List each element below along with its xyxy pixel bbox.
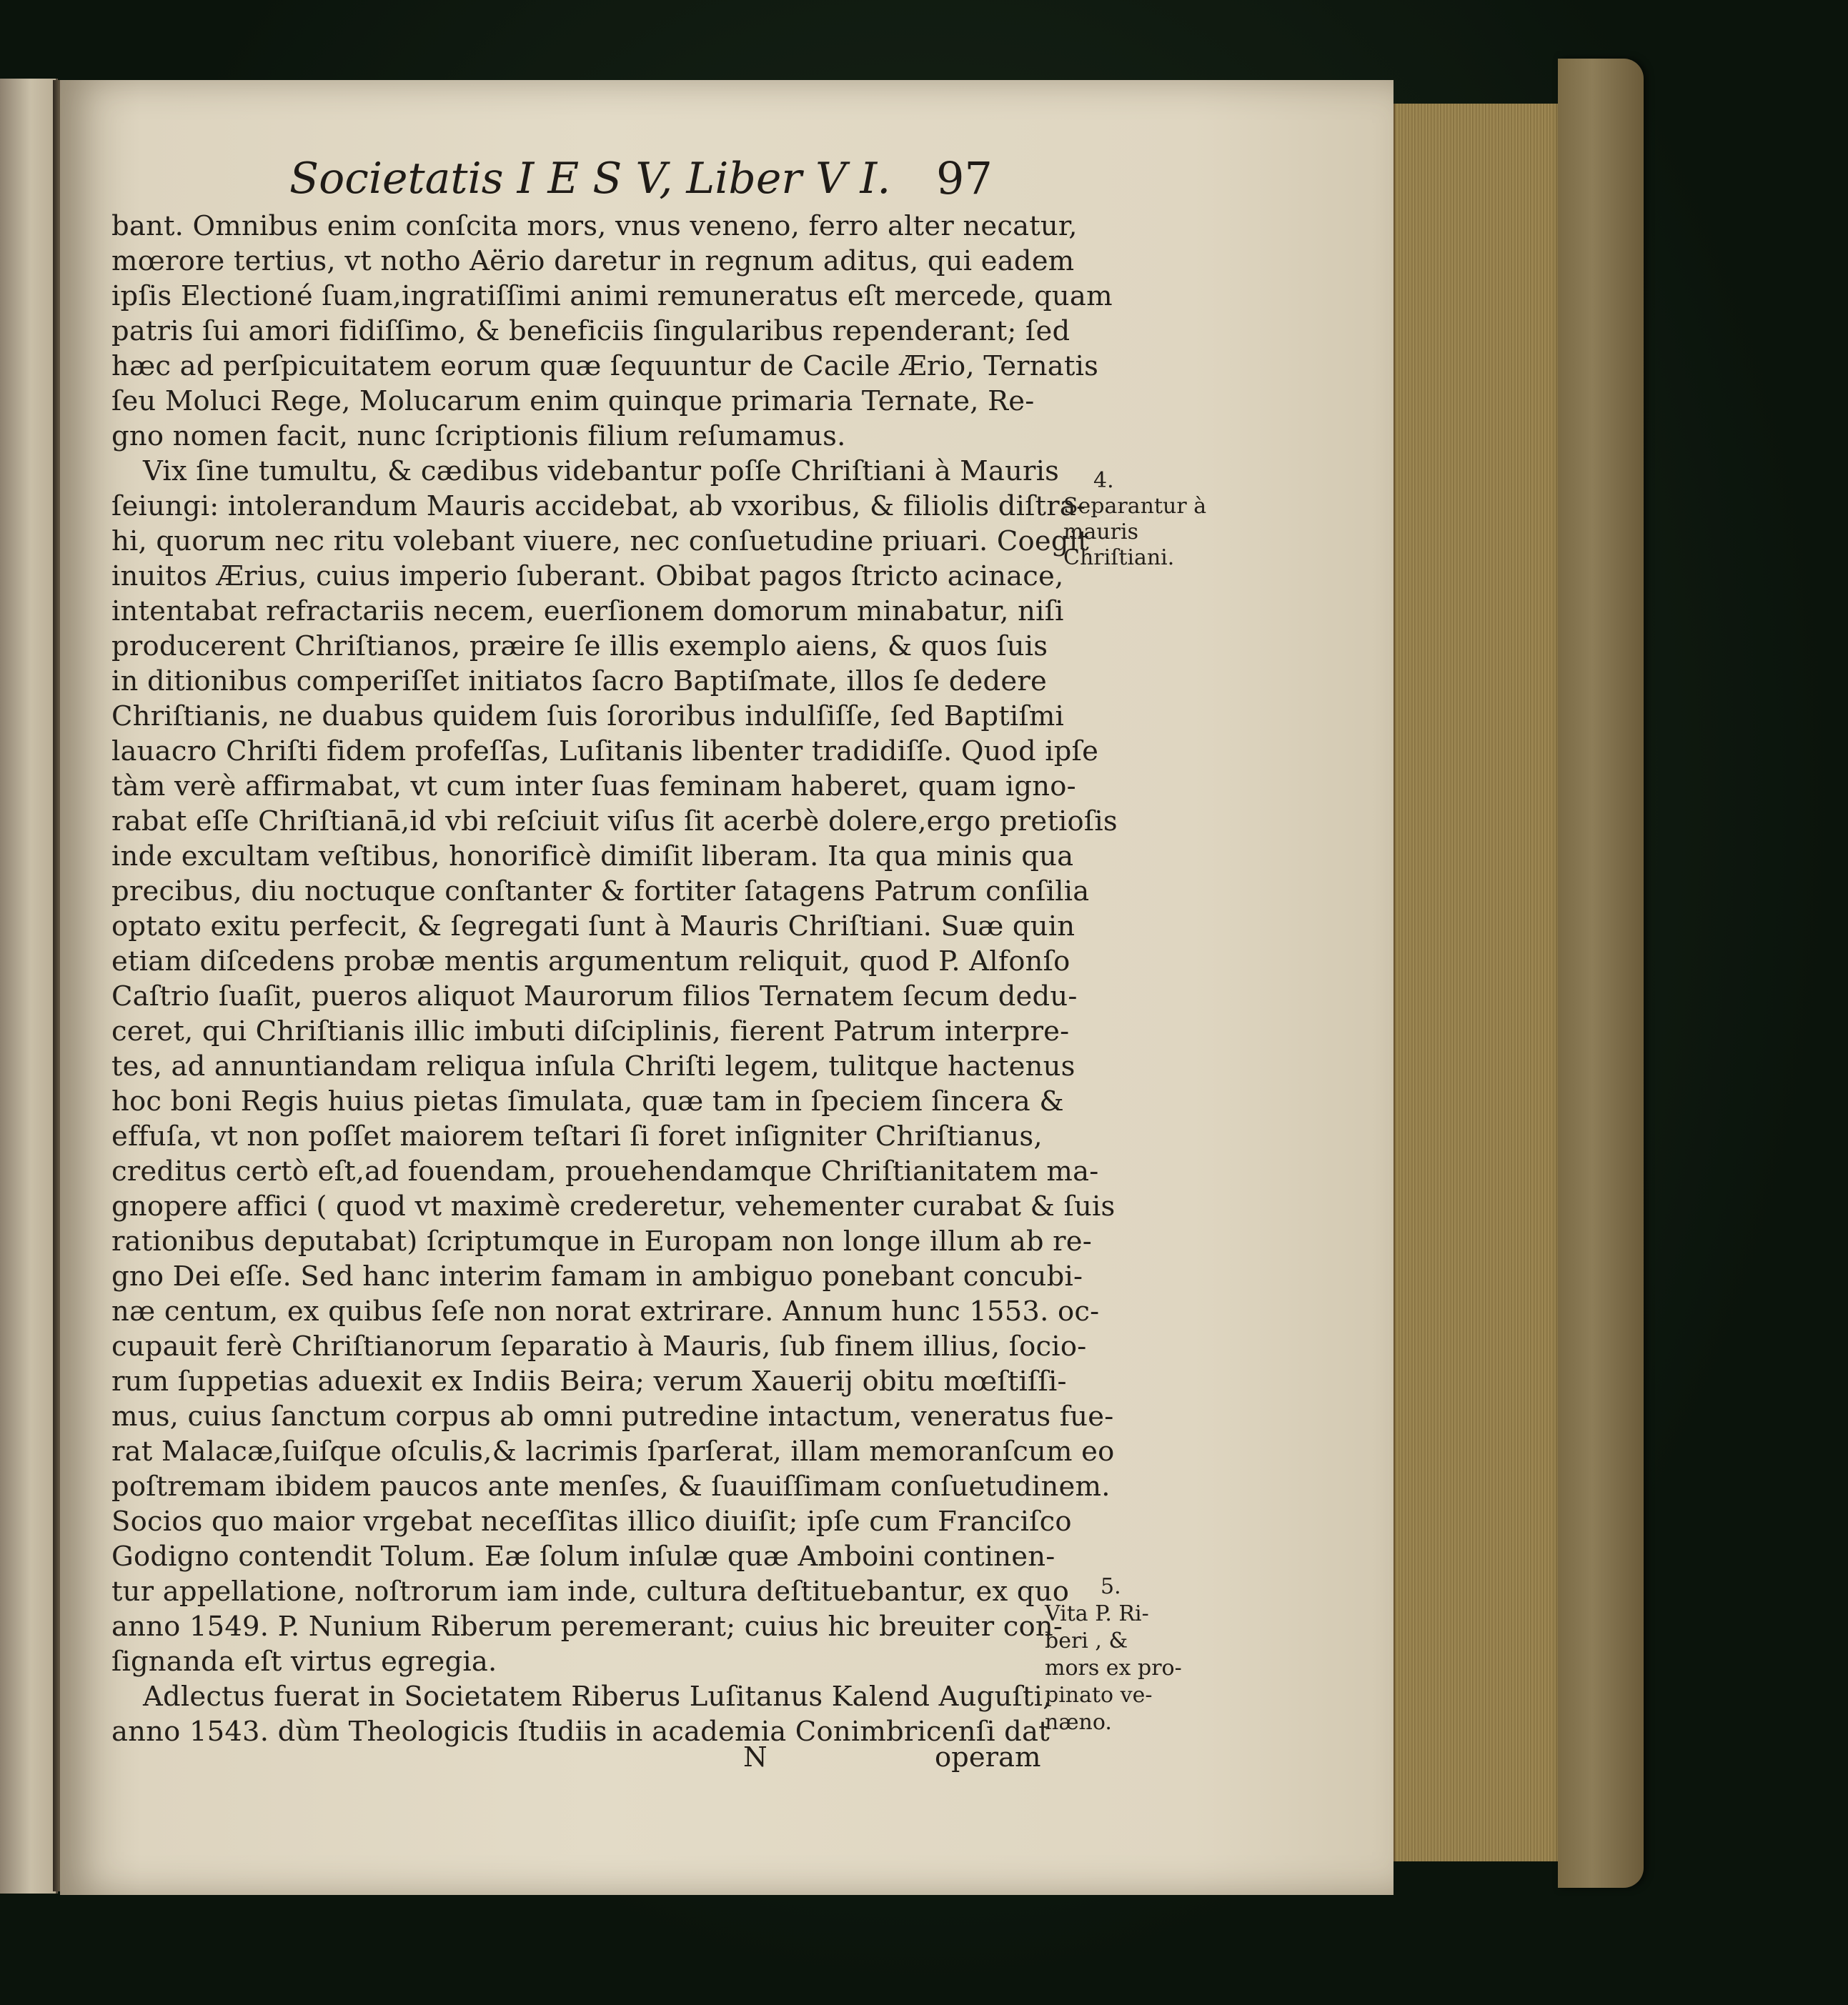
- text-line: rum ſuppetias aduexit ex Indiis Beira; verum Xauerij obitu mœſtiſſi-: [111, 1365, 1067, 1398]
- text-line: ipſis Electioné ſuam,ingratiſſimi animi remuneratus eſt mercede, quam: [111, 280, 1113, 312]
- text-line: tur appellatione, noſtrorum iam inde, cultura deſtituebantur, ex quo: [111, 1576, 1070, 1608]
- text-line: hi, quorum nec ritu volebant viuere, nec conſuetudine priuari. Coegit: [111, 525, 1089, 557]
- text-line: ſeiungi: intolerandum Mauris accidebat, ab vxoribus, & filiolis diſtra-: [111, 490, 1086, 522]
- signature-mark: N: [743, 1741, 767, 1773]
- text-line: Caſtrio ſuaſit, pueros aliquot Maurorum filios Ternatem ſecum dedu-: [111, 980, 1078, 1013]
- margin-note-line: beri , &: [1045, 1628, 1128, 1653]
- margin-note-line: mors ex pro-: [1045, 1656, 1182, 1681]
- text-line: mus, cuius ſanctum corpus ab omni putredine intactum, veneratus fue-: [111, 1400, 1114, 1433]
- text-line: in ditionibus comperiſſet initiatos ſacro Baptiſmate, illos ſe dedere: [111, 665, 1047, 697]
- text-line: anno 1549. P. Nunium Riberum peremerant; cuius hic breuiter con-: [111, 1611, 1063, 1643]
- text-line: tàm verè affirmabat, vt cum inter ſuas feminam haberet, quam igno-: [111, 770, 1076, 802]
- text-line: Socios quo maior vrgebat neceſſitas illico diuiſit; ipſe cum Franciſco: [111, 1506, 1072, 1538]
- text-line: mœrore tertius, vt notho Aërio daretur in regnum aditus, qui eadem: [111, 245, 1075, 277]
- text-line: patris ſui amori fidiſſimo, & beneficiis ſingularibus rependerant; ſed: [111, 315, 1070, 347]
- text-line: producerent Chriſtianos, præire ſe illis exemplo aiens, & quos ſuis: [111, 630, 1048, 662]
- left-page-edge: [0, 79, 58, 1894]
- margin-note-line: Separantur à: [1063, 494, 1207, 519]
- text-line: bant. Omnibus enim conſcita mors, vnus veneno, ferro alter necatur,: [111, 210, 1078, 242]
- text-line: rationibus deputabat) ſcriptumque in Europam non longe illum ab re-: [111, 1225, 1092, 1258]
- text-line: gno Dei eſſe. Sed hanc interim famam in ambiguo ponebant concubi-: [111, 1260, 1083, 1293]
- margin-note-number: 5.: [1101, 1574, 1121, 1599]
- margin-note-line: pinato ve-: [1045, 1683, 1153, 1708]
- text-line: hoc boni Regis huius pietas ſimulata, quæ tam in ſpeciem ſincera &: [111, 1085, 1064, 1118]
- text-line: lauacro Chriſti fidem profeſſas, Luſitanis libenter tradidiſſe. Quod ipſe: [111, 735, 1099, 767]
- margin-note-number: 4.: [1093, 468, 1114, 493]
- page-fore-edge: [1394, 104, 1559, 1861]
- text-line: etiam diſcedens probæ mentis argumentum reliquit, quod P. Alfonſo: [111, 945, 1070, 977]
- text-line: gnopere affici ( quod vt maximè crederetur, vehementer curabat & ſuis: [111, 1190, 1116, 1223]
- margin-note-line: Vita P. Ri-: [1045, 1601, 1149, 1626]
- text-line: ſignanda eſt virtus egregia.: [111, 1646, 497, 1678]
- text-line: Godigno contendit Tolum. Eæ ſolum inſulæ quæ Amboini continen-: [111, 1541, 1055, 1573]
- text-line: optato exitu perfecit, & ſegregati ſunt à Mauris Chriſtiani. Suæ quin: [111, 910, 1075, 942]
- text-line: gno nomen facit, nunc ſcriptionis filium reſumamus.: [111, 420, 846, 452]
- catchword: operam: [935, 1741, 1041, 1773]
- text-line: creditus certò eſt,ad fouendam, prouehendamque Chriſtianitatem ma-: [111, 1155, 1099, 1188]
- text-line: effuſa, vt non poſſet maiorem teſtari ſi foret inſigniter Chriſtianus,: [111, 1120, 1043, 1153]
- text-line: anno 1543. dùm Theologicis ſtudiis in academia Conimbricenſi dat: [111, 1716, 1050, 1748]
- margin-note-line: Chriſtiani.: [1063, 545, 1175, 570]
- text-line: ſeu Moluci Rege, Molucarum enim quinque primaria Ternate, Re-: [111, 385, 1035, 417]
- text-line: rabat eſſe Chriſtianā,id vbi reſciuit viſus ſit acerbè dolere,ergo pretioſis: [111, 805, 1118, 837]
- page-number: 97: [936, 152, 993, 204]
- text-line: cupauit ferè Chriſtianorum ſeparatio à Mauris, ſub finem illius, ſocio-: [111, 1330, 1087, 1363]
- text-line: tes, ad annuntiandam reliqua inſula Chriſti legem, tulitque hactenus: [111, 1050, 1075, 1083]
- text-line: inuitos Ærius, cuius imperio ſuberant. Obibat pagos ſtricto acinace,: [111, 560, 1064, 592]
- text-line: hæc ad perſpicuitatem eorum quæ ſequuntur de Cacile Ærio, Ternatis: [111, 350, 1099, 382]
- text-line: ceret, qui Chriſtianis illic imbuti diſciplinis, fierent Patrum interpre-: [111, 1015, 1070, 1048]
- text-line: intentabat refractariis necem, euerſionem domorum minabatur, niſi: [111, 595, 1064, 627]
- book-cover-board: [1558, 59, 1644, 1888]
- margin-note-line: næno.: [1045, 1710, 1112, 1735]
- text-line: Adlectus fuerat in Societatem Riberus Luſitanus Kalend Auguſti,: [143, 1681, 1052, 1713]
- text-line: precibus, diu noctuque conſtanter & fortiter ſatagens Patrum conſilia: [111, 875, 1090, 907]
- text-line: poſtremam ibidem paucos ante menſes, & ſuauiſſimam conſuetudinem.: [111, 1471, 1111, 1503]
- margin-note-line: mauris: [1063, 519, 1138, 544]
- text-line: rat Malacæ,ſuiſque oſculis,& lacrimis ſparſerat, illam memoranſcum eo: [111, 1436, 1115, 1468]
- text-line: Chriſtianis, ne duabus quidem ſuis ſororibus indulſiſſe, ſed Baptiſmi: [111, 700, 1065, 732]
- running-title: Societatis I E S V, Liber V I.: [289, 154, 891, 204]
- text-line: næ centum, ex quibus ſeſe non norat extrirare. Annum hunc 1553. oc-: [111, 1295, 1100, 1328]
- text-line: Vix ſine tumultu, & cædibus videbantur poſſe Chriſtiani à Mauris: [143, 455, 1060, 487]
- text-line: inde excultam veſtibus, honorificè dimiſit liberam. Ita qua minis qua: [111, 840, 1074, 872]
